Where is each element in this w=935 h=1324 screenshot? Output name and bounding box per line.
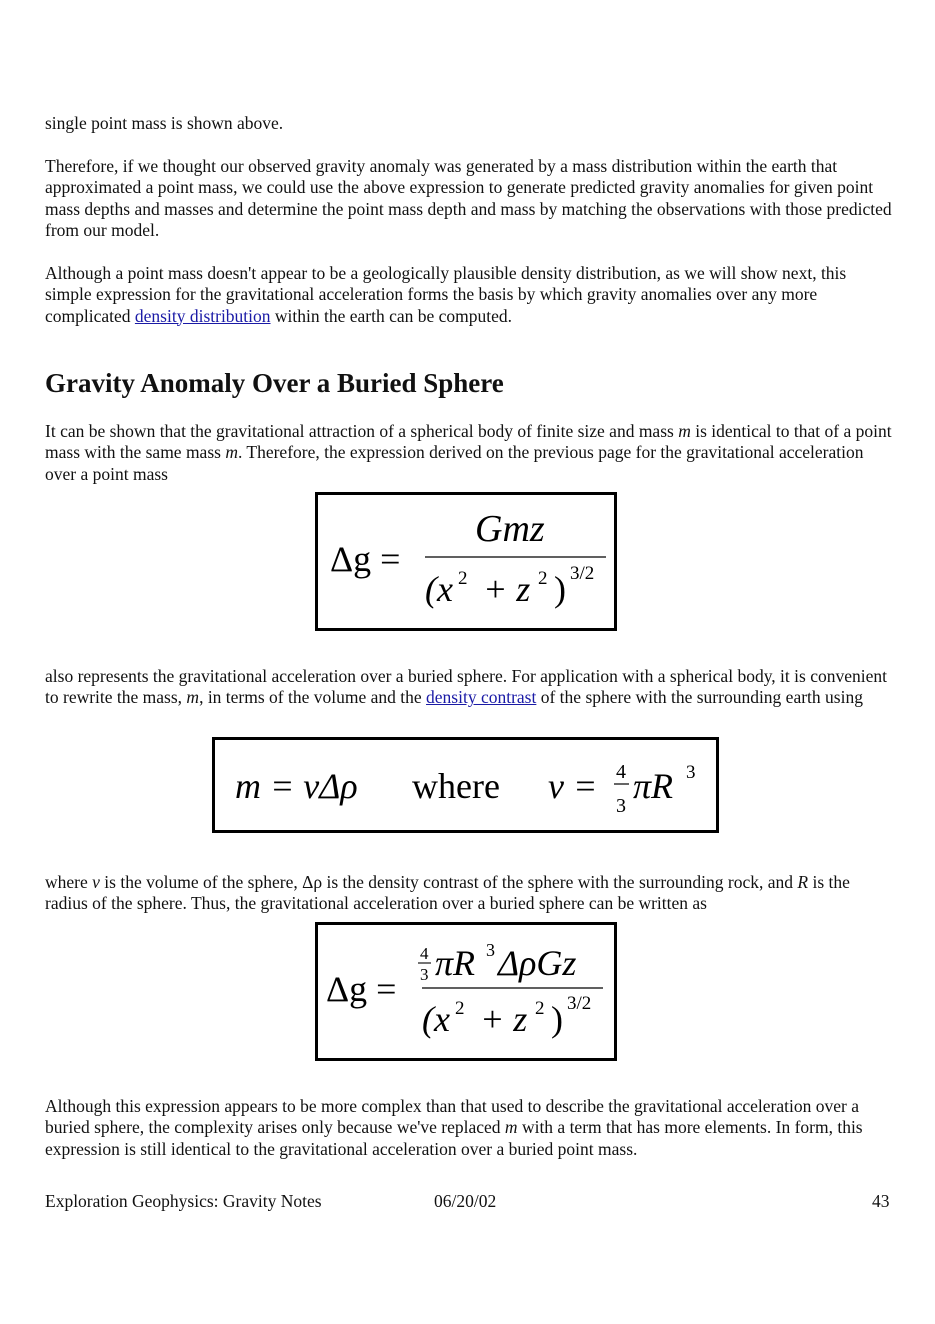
footer-page-number: 43: [872, 1191, 890, 1211]
p3-text-b: is the volume of the sphere, Δρ is the density contrast of the sphere with the surrounding rock, and: [99, 872, 798, 892]
eq1-den-x: (x: [425, 569, 453, 609]
intro-paragraph-3: [45, 263, 895, 327]
eq3-num-rest: ΔρGz: [498, 943, 577, 983]
section-paragraph-2: [45, 666, 895, 709]
eq2-power: 3: [686, 762, 696, 783]
eq1-den-sq1: 2: [458, 568, 468, 589]
equation-point-mass: [315, 492, 617, 631]
p1-text-c: . Therefore, the expression derived on the previous page for the gravitational acceleration over a point mass: [45, 442, 864, 484]
eq2-mass: m = vΔρ: [235, 766, 358, 806]
p2-var-m: m: [186, 687, 200, 708]
eq3-pi-r: πR: [435, 943, 476, 983]
p2-text-b: , in terms of the volume and the: [199, 687, 427, 708]
section-paragraph-1: [45, 421, 895, 485]
equation-buried-sphere-svg: [318, 925, 614, 1058]
eq2-frac-num: 4: [616, 761, 626, 783]
p1-var-m-2: m: [225, 442, 238, 463]
p2-text-c: of the sphere with the surrounding earth using: [536, 687, 863, 708]
p3-var-r: R: [797, 872, 809, 892]
eq2-volume: v =: [548, 766, 598, 806]
p4-text-b: with a term that has more elements. In form, this expression is still identical to the gravitational acceleration over a buried point mass.: [45, 1117, 863, 1159]
eq1-den-close: ): [554, 569, 566, 609]
para3-text-b: within the earth can be computed.: [270, 305, 513, 326]
p1-var-m: m: [678, 421, 691, 441]
p2-text-a: also represents the gravitational acceleration over a buried sphere. For application with a spherical body, it is convenient to rewrite the mass,: [45, 666, 887, 708]
density-distribution-link[interactable]: density distribution: [134, 305, 271, 326]
eq2-where: where: [412, 766, 500, 806]
intro-line: single point mass is shown above.: [45, 113, 284, 133]
eq3-den-close: ): [551, 999, 563, 1039]
eq3-den-sq1: 2: [455, 998, 465, 1019]
eq3-lhs: Δg =: [326, 969, 397, 1009]
eq1-den-power: 3/2: [570, 563, 595, 584]
eq2-pi-r: πR: [633, 766, 674, 806]
eq1-den-z: + z: [483, 569, 531, 609]
equation-point-mass-svg: [318, 495, 614, 628]
eq3-den-x: (x: [422, 999, 450, 1039]
equation-mass-volume: [212, 737, 719, 833]
p1-text-a: It can be shown that the gravitational attraction of a spherical body of finite size and mass: [45, 421, 679, 441]
section-heading: Gravity Anomaly Over a Buried Sphere: [45, 368, 504, 398]
section-paragraph-3: [45, 872, 895, 915]
footer-title: Exploration Geophysics: Gravity Notes: [45, 1191, 322, 1211]
eq3-den-z: + z: [480, 999, 528, 1039]
eq3-den-sq2: 2: [535, 998, 545, 1019]
density-contrast-link[interactable]: density contrast: [426, 687, 537, 708]
p4-text-a: Although this expression appears to be more complex than that used to describe the gravitational acceleration over a buried sphere, the complexity arises only because we've replaced: [45, 1096, 859, 1138]
footer-date: 06/20/02: [434, 1191, 497, 1211]
p1-text-b: is identical to that of a point mass with the same mass: [45, 421, 892, 463]
equation-buried-sphere: [315, 922, 617, 1061]
p3-text-a: where: [45, 872, 93, 892]
equation-mass-volume-svg: [215, 740, 716, 830]
eq1-den-sq2: 2: [538, 568, 548, 589]
eq1-lhs: Δg =: [330, 539, 401, 579]
para3-text-a: Although a point mass doesn't appear to be a geologically plausible density distribution, as we will show next, this simple expression for the gravitational acceleration forms the basis by which gravity anomalies over any more complicated: [45, 263, 847, 326]
eq3-den-power: 3/2: [567, 993, 592, 1014]
p4-var-m: m: [504, 1117, 518, 1138]
eq3-frac-den: 3: [420, 965, 429, 984]
section-paragraph-4: [45, 1096, 895, 1160]
p3-var-v: v: [92, 872, 100, 892]
eq2-frac-den: 3: [616, 795, 626, 817]
eq3-frac-num: 4: [420, 944, 429, 963]
eq1-numerator: Gmz: [475, 508, 545, 550]
intro-paragraph-2: Therefore, if we thought our observed gravity anomaly was generated by a mass distribution within the earth that approximated a point mass, we could use the above expression to generate predicted gravity anomalies for given point mass depths and masses and determine the point mass depth and mass by matching the observations with those predicted from our model.: [45, 156, 892, 240]
p3-text-c: is the radius of the sphere. Thus, the gravitational acceleration over a buried sphere can be written as: [45, 872, 850, 914]
eq3-power: 3: [486, 940, 495, 960]
